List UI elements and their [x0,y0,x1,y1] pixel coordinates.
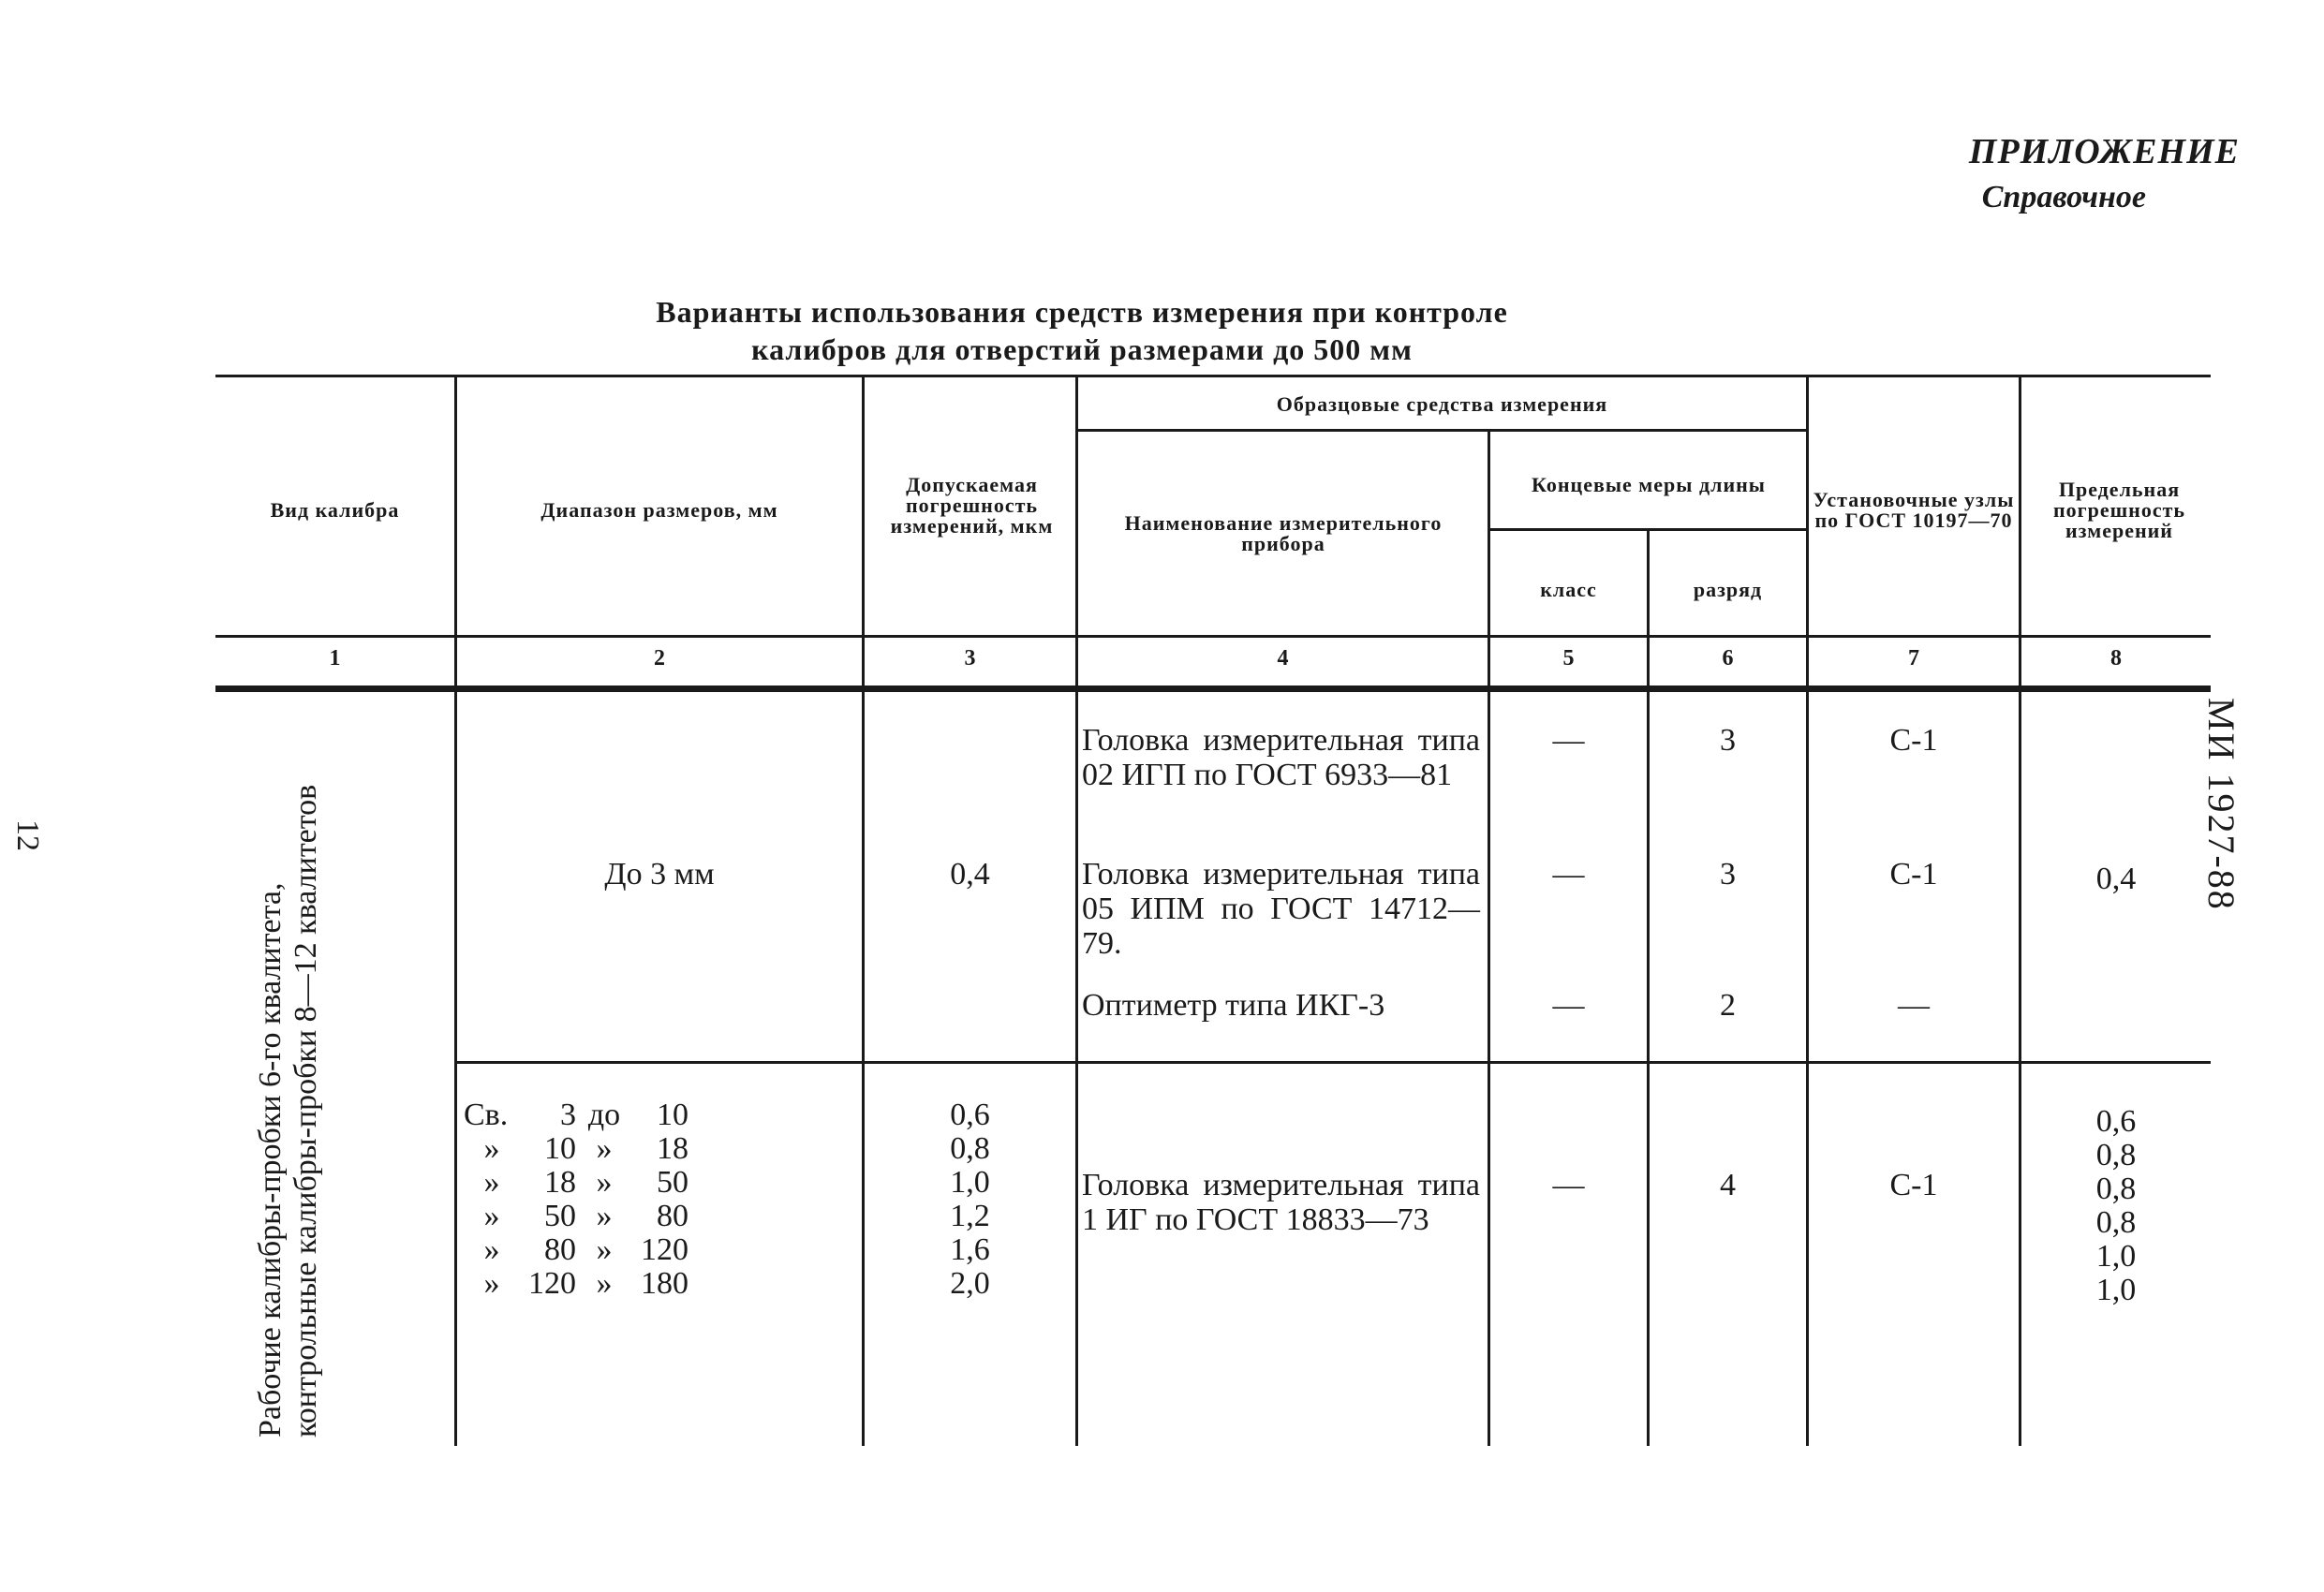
instrument-grade-4: 4 [1720,1168,1736,1202]
range-from: 80 [544,1232,576,1267]
table-title-line-2: калибров для отверстий размерами до 500 мм [751,332,1413,366]
range-separator: до [587,1098,621,1132]
header-reference-instruments: Образцовые средства измерения [1276,392,1608,416]
header-size-range: Диапазон размеров, мм [540,498,778,522]
range-row [464,1200,857,1233]
range-separator: » [596,1199,613,1233]
range-to: 10 [657,1098,688,1132]
header-grade: разряд [1693,578,1763,601]
range-separator: » [596,1165,613,1200]
header-setting-units: Установочные узлы по ГОСТ 10197—70 [1813,488,2015,532]
range-prefix: » [483,1232,500,1267]
instrument-name-2: Головка измерительная типа 05 ИПМ по ГОСТ 14712—79. [1082,857,1480,961]
limit-value: 0,6 [2095,1104,2137,1139]
appendix-subtitle: Справочное [1981,180,2146,214]
tolerance-value: 2,0 [950,1266,990,1301]
header-bottom-rule [215,635,2211,638]
range-row [464,1098,857,1132]
instrument-grade-1: 3 [1720,723,1736,758]
instrument-class-3: — [1552,988,1585,1023]
column-number-8: 8 [2110,646,2122,671]
limit-value: 0,8 [2095,1172,2137,1206]
limit-value: 1,0 [2095,1273,2137,1307]
instrument-unit-3: — [1898,988,1930,1023]
limit-value: 1,0 [2095,1239,2137,1274]
range-separator: » [596,1266,613,1301]
column-number-3: 3 [964,646,976,671]
section1-tolerance: 0,4 [950,857,990,892]
range-row [464,1166,857,1200]
tolerance-value: 0,6 [950,1098,990,1132]
instrument-name-3: Оптиметр типа ИКГ-3 [1082,988,1385,1023]
appendix-title: ПРИЛОЖЕНИЕ [1968,132,2240,171]
numbers-bottom-rule [215,685,2211,692]
range-to: 180 [641,1266,688,1301]
tolerance-value: 0,8 [950,1131,990,1166]
document-code: МИ 1927-88 [2200,698,2243,911]
column-number-5: 5 [1562,646,1575,671]
range-separator: » [596,1232,613,1267]
limit-value: 0,8 [2095,1205,2137,1240]
header-limit-error: Предельная погрешность измерений [2052,478,2186,542]
tolerance-value: 1,0 [950,1165,990,1200]
header-instrument-name: Наименование измерительного прибора [1124,511,1443,555]
section2-limits [2021,1105,2211,1307]
section2-tolerances [865,1098,1075,1301]
header-gauge-type: Вид калибра [270,498,400,522]
range-to: 80 [657,1199,688,1233]
instrument-unit-1: С-1 [1889,723,1938,758]
section2-ranges [464,1098,857,1301]
instrument-grade-2: 3 [1720,857,1736,892]
tolerance-value: 1,2 [950,1199,990,1233]
header-tolerance: Допускаемая погрешность измерений, мкм [890,473,1054,538]
range-row [464,1132,857,1166]
range-separator: » [596,1131,613,1166]
range-from: 10 [544,1131,576,1166]
gauge-type-label: Рабочие калибры-пробки 6-го квалитета, контрольные калибры-пробки 8—12 квалитетов [253,784,323,1437]
instrument-class-4: — [1552,1168,1585,1202]
header-gauge-blocks: Концевые меры длины [1532,473,1766,496]
range-to: 18 [657,1131,688,1166]
range-prefix: » [483,1266,500,1301]
range-row [464,1267,857,1301]
instrument-name-4: Головка измерительная типа 1 ИГ по ГОСТ 18833—73 [1082,1168,1480,1237]
header-class: класс [1540,578,1597,601]
range-prefix: » [483,1165,500,1200]
range-from: 50 [544,1199,576,1233]
table-title-line-1: Варианты использования средств измерения при контроле [656,295,1508,329]
section-separator-rule [454,1061,2211,1064]
column-number-6: 6 [1722,646,1734,671]
range-prefix: » [483,1131,500,1166]
page-number: 12 [10,819,45,851]
instrument-unit-2: С-1 [1889,857,1938,892]
limit-value: 0,8 [2095,1138,2137,1172]
tolerance-value: 1,6 [950,1232,990,1267]
section1-range: До 3 мм [604,857,715,892]
instrument-grade-3: 2 [1720,988,1736,1023]
group-header-rule [1077,429,1808,432]
instrument-class-1: — [1552,723,1585,758]
range-from: 3 [560,1098,576,1132]
instrument-class-2: — [1552,857,1585,892]
table-top-rule [215,375,2211,377]
range-from: 120 [528,1266,576,1301]
range-to: 50 [657,1165,688,1200]
col-divider-3 [1075,376,1078,1446]
column-number-1: 1 [329,646,341,671]
range-prefix: » [483,1199,500,1233]
column-number-2: 2 [654,646,665,671]
instrument-unit-4: С-1 [1889,1168,1938,1202]
section1-limit: 0,4 [2095,862,2137,896]
column-number-7: 7 [1908,646,1919,671]
range-from: 18 [544,1165,576,1200]
range-prefix: Св. [464,1098,509,1132]
instrument-name-1: Головка измерительная типа 02 ИГП по ГОСТ 6933—81 [1082,723,1480,792]
range-to: 120 [641,1232,688,1267]
column-number-4: 4 [1277,646,1289,671]
range-row [464,1233,857,1267]
